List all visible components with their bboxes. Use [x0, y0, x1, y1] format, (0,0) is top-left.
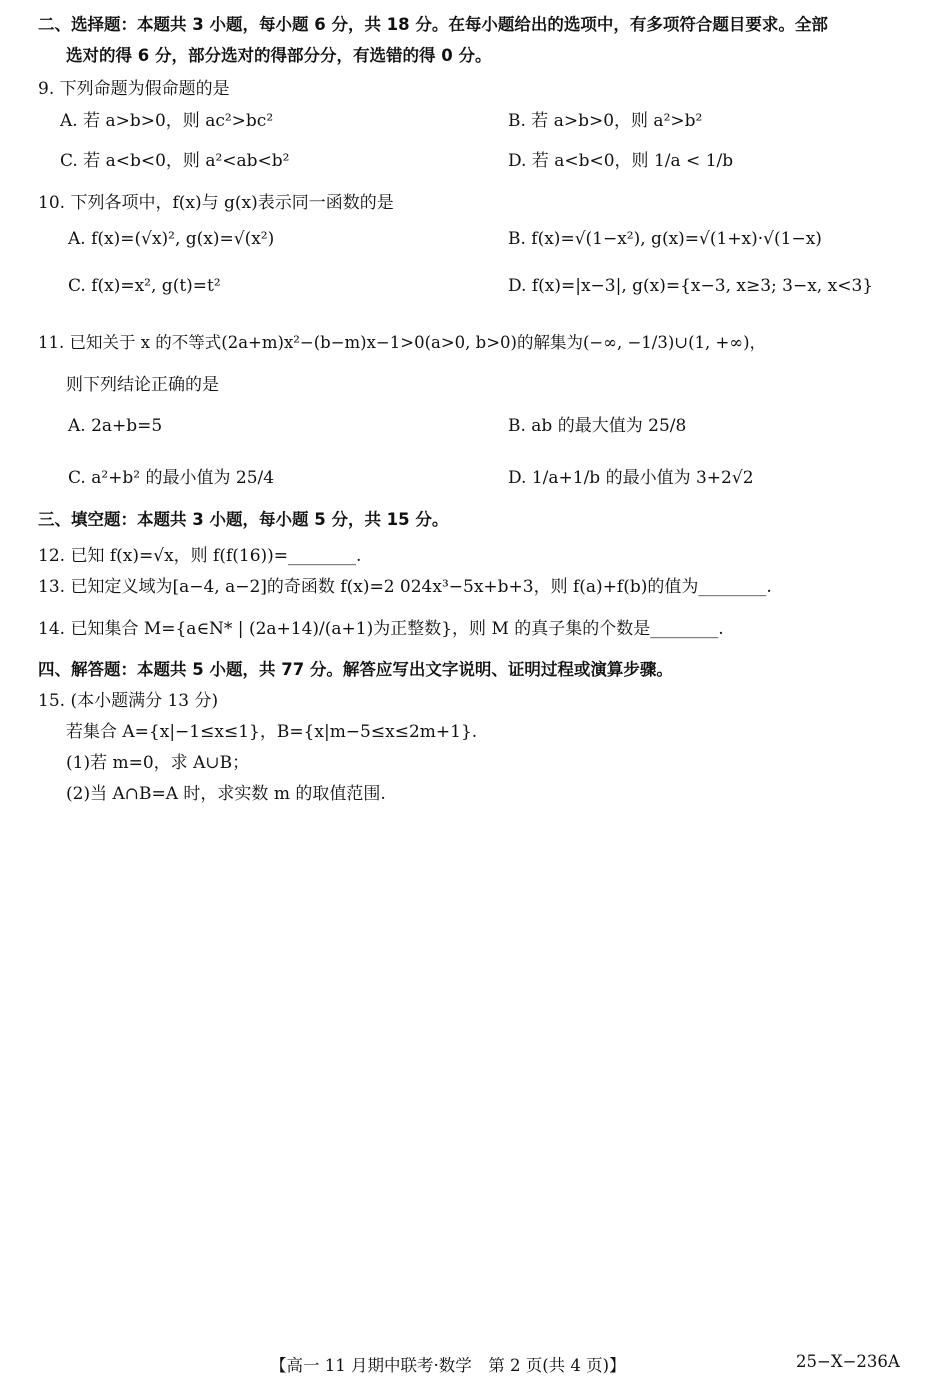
q15-body: 若集合 A={x|−1≤x≤1}，B={x|m−5≤x≤2m+1}. — [66, 722, 478, 742]
q11-option-c: C. a²+b² 的最小值为 25/4 — [68, 468, 275, 488]
q10-option-a: A. f(x)=(√x)², g(x)=√(x²) — [68, 229, 275, 249]
q9-option-d: D. 若 a<b<0，则 1/a < 1/b — [508, 151, 734, 171]
q10-option-b: B. f(x)=√(1−x²), g(x)=√(1+x)·√(1−x) — [508, 229, 822, 249]
section3-heading: 三、填空题：本题共 3 小题，每小题 5 分，共 15 分。 — [38, 510, 449, 529]
q9-option-a: A. 若 a>b>0，则 ac²>bc² — [60, 111, 274, 131]
footer-code: 25−X−236A — [796, 1352, 900, 1371]
q11-option-a: A. 2a+b=5 — [68, 416, 163, 436]
section4-heading: 四、解答题：本题共 5 小题，共 77 分。解答应写出文字说明、证明过程或演算步骤。 — [38, 660, 673, 679]
q11-option-b: B. ab 的最大值为 25/8 — [508, 416, 687, 436]
section2-heading-line1: 二、选择题：本题共 3 小题，每小题 6 分，共 18 分。在每小题给出的选项中，有多项符合题目要求。全部 — [38, 15, 828, 34]
q9-option-b: B. 若 a>b>0，则 a²>b² — [508, 111, 703, 131]
section2-heading-line2: 选对的得 6 分，部分选对的得部分分，有选错的得 0 分。 — [66, 46, 492, 65]
footer-page-info: 【高一 11 月期中联考·数学 第 2 页(共 4 页)】 — [270, 1356, 626, 1375]
q10-option-d: D. f(x)=|x−3|, g(x)={x−3, x≥3; 3−x, x<3} — [508, 276, 874, 296]
q13: 13. 已知定义域为[a−4, a−2]的奇函数 f(x)=2 024x³−5x+b+3，则 f(a)+f(b)的值为________. — [38, 577, 772, 597]
q11-option-d: D. 1/a+1/b 的最小值为 3+2√2 — [508, 468, 754, 488]
q15-title: 15. (本小题满分 13 分) — [38, 691, 219, 711]
q15-part2: (2)当 A∩B=A 时，求实数 m 的取值范围. — [66, 784, 386, 804]
q14: 14. 已知集合 M={a∈N* | (2a+14)/(a+1)为正整数}，则 M 的真子集的个数是________. — [38, 619, 724, 639]
q10-stem: 10. 下列各项中，f(x)与 g(x)表示同一函数的是 — [38, 193, 394, 213]
q10-option-c: C. f(x)=x², g(t)=t² — [68, 276, 221, 296]
q9-stem: 9. 下列命题为假命题的是 — [38, 79, 230, 99]
q11-stem-2: 则下列结论正确的是 — [66, 375, 219, 395]
q11-stem: 11. 已知关于 x 的不等式(2a+m)x²−(b−m)x−1>0(a>0, b>0)的解集为(−∞, −1/3)∪(1, +∞)， — [38, 333, 767, 352]
q15-part1: (1)若 m=0，求 A∪B； — [66, 753, 250, 773]
q12: 12. 已知 f(x)=√x，则 f(f(16))=________. — [38, 546, 362, 566]
q9-option-c: C. 若 a<b<0，则 a²<ab<b² — [60, 151, 290, 171]
